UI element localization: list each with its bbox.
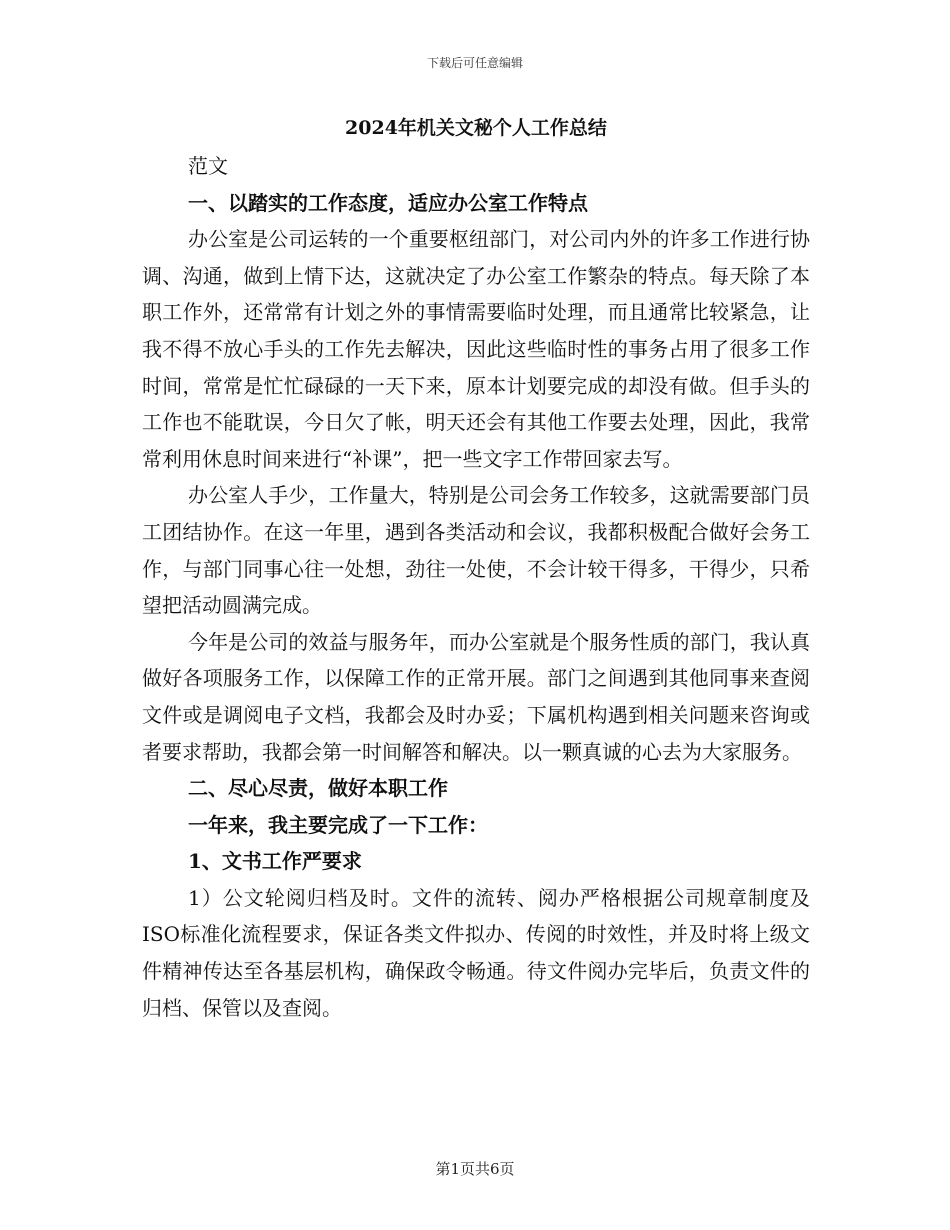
document-title: 2024年机关文秘个人工作总结 (345, 117, 607, 139)
section-2-intro: 一年来，我主要完成了一下工作： (188, 812, 488, 837)
paragraph-4: 1）公文轮阅归档及时。文件的流转、阅办严格根据公司规章制度及ISO标准化流程要求，保证各类文件拟办、传阅的时效性，并及时将上级文件精神传达至各基层机构，确保政令畅通。待文件阅办完毕后，负责文件的归档、保管以及查阅。 (142, 885, 810, 1020)
paragraph-1: 办公室是公司运转的一个重要枢纽部门，对公司内外的许多工作进行协调、沟通，做到上情下达，这就决定了办公室工作繁杂的特点。每天除了本职工作外，还常常有计划之外的事情需要临时处理，而且通常比较紧急，让我不得不放心手头的工作先去解决，因此这些临时性的事务占用了很多工作时间，常常是忙忙碌碌的一天下来，原本计划要完成的却没有做。但手头的工作也不能耽误，今日欠了帐，明天还会有其他工作要去处理，因此，我常常利用休息时间来进行“补课”，把一些文字工作带回家去写。 (142, 227, 810, 471)
header-note: 下载后可任意编辑 (426, 56, 523, 70)
page-footer: 第1页共6页 (435, 1160, 515, 1178)
subsection-heading-1: 1、文书工作严要求 (188, 849, 362, 874)
paragraph-2: 办公室人手少，工作量大，特别是公司会务工作较多，这就需要部门员工团结协作。在这一年里，遇到各类活动和会议，我都积极配合做好会务工作，与部门同事心往一处想，劲往一处使，不会计较干得多，干得少，只希望把活动圆满完成。 (142, 483, 810, 618)
section-heading-1: 一、以踏实的工作态度，适应办公室工作特点 (188, 190, 588, 215)
section-heading-2: 二、尽心尽责，做好本职工作 (188, 776, 448, 801)
paragraph-3: 今年是公司的效益与服务年，而办公室就是个服务性质的部门，我认真做好各项服务工作，以保障工作的正常开展。部门之间遇到其他同事来查阅文件或是调阅电子文档，我都会及时办妥；下属机构遇到相关问题来咨询或者要求帮助，我都会第一时间解答和解决。以一颗真诚的心去为大家服务。 (142, 629, 810, 764)
document-body (142, 110, 810, 1026)
document-subtitle: 范文 (188, 154, 228, 178)
